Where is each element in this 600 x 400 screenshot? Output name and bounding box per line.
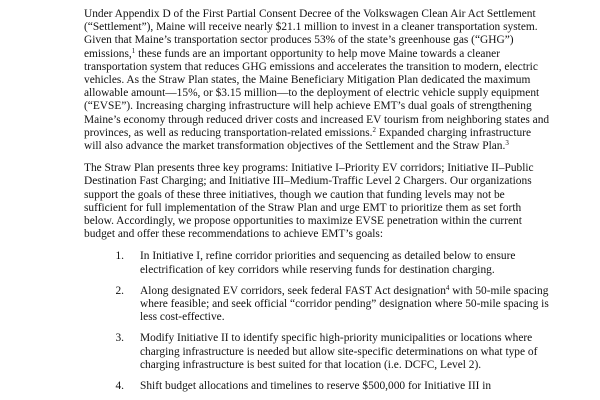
text-run: Modify Initiative II to identify specific high-priority municipalities or locations where charging infrastructure is needed but allow site-specific determinations on what type of charging infrastructure is best suited for that location (i.e. DCFC, Level 2). bbox=[140, 332, 538, 371]
list-number: 3. bbox=[115, 332, 124, 345]
list-number: 4. bbox=[115, 380, 124, 393]
text-run: Shift budget allocations and timelines to reserve $500,000 for Initiative III in bbox=[140, 380, 492, 393]
recommendation-item bbox=[110, 380, 550, 393]
recommendation-text bbox=[140, 332, 537, 370]
text-run: these funds are an important opportunity to help move Maine towards a cleaner transportation system that reduces GHG emissions and accelerates the transition to modern, electric vehicles. As the Straw Plan states, the Maine Beneficiary Mitigation Plan dedicated the maximum allowable amount—15%, or $3.15 million—to the deployment of electric vehicle supply equipment (“EVSE”). Increasing charging infrastructure will help achieve EMT’s dual goals of strengthening Maine’s economy through reduced driver costs and increased EV tourism from neighboring states and provinces, as well as reducing transportation-related emissions. bbox=[84, 47, 550, 139]
list-number: 1. bbox=[115, 250, 124, 263]
recommendations-list bbox=[110, 250, 550, 393]
footnote-ref: 3 bbox=[505, 139, 509, 148]
recommendation-item bbox=[110, 250, 550, 276]
body-text bbox=[84, 8, 550, 241]
text-run: Under Appendix D of the First Partial Consent Decree of the Volkswagen Clean Air Act Settlement (“Settlement”), Maine will receive nearly $21.1 million to invest in a cleaner transportation system. Given that Maine’s transportation sector produces 53% of the state’s greenhouse gas (“GHG”) emissions, bbox=[84, 8, 538, 60]
footnote-ref: 4 bbox=[445, 283, 450, 292]
paragraph bbox=[84, 162, 550, 241]
text-run: Expanded charging infrastructure will also advance the market transformation objectives of the Settlement and the Straw Plan. bbox=[84, 126, 532, 153]
recommendation-text bbox=[140, 285, 549, 323]
footnote-ref: 1 bbox=[131, 46, 136, 55]
recommendation-text bbox=[140, 380, 491, 392]
paragraph bbox=[84, 8, 550, 153]
list-number: 2. bbox=[115, 284, 124, 297]
recommendation-item bbox=[110, 285, 550, 325]
text-run: In Initiative I, refine corridor priorities and sequencing as detailed below to ensure electrification of key corridors while reserving funds for destination charging. bbox=[140, 250, 516, 276]
text-run: The Straw Plan presents three key programs: Initiative I–Priority EV corridors; Initiative II–Public Destination Fast Charging; and Initiative III–Medium-Traffic Level 2 Chargers. Our organizations support the goals of these three initiatives, though we caution that funding levels may not be sufficient for full implementation of the Straw Plan and urge EMT to prioritize them as set forth below. Accordingly, we propose opportunities to maximize EVSE penetration within the current budget and offer these recommendations to achieve EMT’s goals: bbox=[84, 162, 534, 241]
footnote-ref: 2 bbox=[372, 125, 376, 134]
recommendation-text bbox=[140, 250, 515, 275]
text-run: Along designated EV corridors, seek federal FAST Act designation bbox=[140, 284, 446, 297]
recommendation-item bbox=[110, 332, 550, 372]
text-run: with 50-mile spacing where feasible; and seek official “corridor pending” designation where 50-mile spacing is less cost-effective. bbox=[140, 284, 549, 324]
recommendations-section bbox=[84, 250, 550, 393]
